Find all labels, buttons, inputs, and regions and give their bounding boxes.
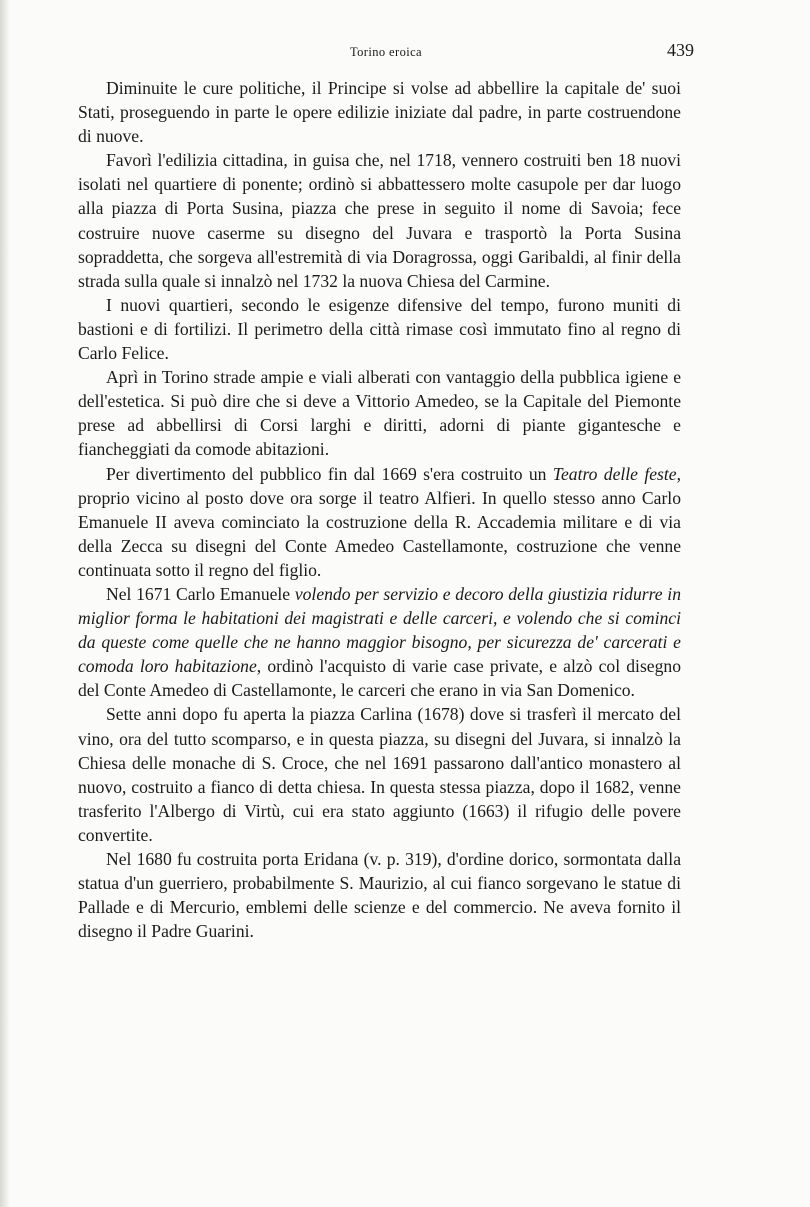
paragraph-2: Favorì l'edilizia cittadina, in guisa che, nel 1718, vennero costruiti ben 18 nuovi isolati nel quartiere di ponente; ordinò si abbattessero molte casupole per dar luogo alla piazza di Porta Susina, piazza che prese in seguito il nome di Savoia; fece costruire nuove caserme su disegno del Juvara e trasportò la Porta Susina sopraddetta, che sorgeva all'estremità di via Doragrossa, oggi Garibaldi, al finir della strada sulla quale si innalzò nel 1732 la nuova Chiesa del Carmine. bbox=[78, 150, 681, 291]
paragraph-7: Sette anni dopo fu aperta la piazza Carlina (1678) dove si trasferì il mercato del vino, ora del tutto scomparso, e in questa piazza, su disegni del Juvara, si innalzò la Chiesa delle monache di S. Croce, che nel 1691 passarono dall'antico monastero al nuovo, costruito a fianco di detta chiesa. In questa stessa piazza, dopo il 1682, venne trasferito l'Albergo di Virtù, cui era stato aggiunto (1663) il rifugio delle povere convertite. bbox=[78, 704, 681, 845]
paragraph-6-text-after: , ordinò l'acquisto di varie case private, e alzò col disegno del Conte Amedeo di Castellamonte, le carceri che erano in via San Domenico. bbox=[78, 656, 681, 701]
paragraph-8: Nel 1680 fu costruita porta Eridana (v. p. 319), d'ordine dorico, sormontata dalla statua d'un guerriero, probabilmente S. Maurizio, al cui fianco sorgevano le statue di Pallade e di Mercurio, emblemi delle scienze e del commercio. Ne aveva fornito il disegno il Padre Guarini. bbox=[78, 849, 681, 942]
body-text bbox=[78, 76, 681, 943]
page-number: 439 bbox=[667, 40, 694, 60]
paragraph-6-italic: volendo per servizio e decoro della giustizia ridurre in miglior forma le habitationi dei magistrati e delle carceri, e volendo che si cominci da queste come quelle che ne hanno maggior bisogno, per sicurezza de' carcerati e comoda loro habitazione bbox=[78, 583, 681, 677]
paragraph-3: I nuovi quartieri, secondo le esigenze difensive del tempo, furono muniti di bastioni e di fortilizi. Il perimetro della città rimase così immutato fino al regno di Carlo Felice. bbox=[78, 294, 681, 364]
paragraph-5-text-after: , proprio vicino al posto dove ora sorge il teatro Alfieri. In quello stesso anno Carlo Emanuele II aveva cominciato la costruzione della R. Accademia militare e di via della Zecca su disegni del Conte Amedeo Castellamonte, costruzione che venne continuata sotto il regno del figlio. bbox=[78, 463, 681, 580]
paragraph-5 bbox=[78, 462, 681, 582]
page-edge-shadow bbox=[0, 0, 10, 1207]
page-header bbox=[78, 40, 694, 64]
running-title: Torino eroica bbox=[349, 45, 422, 59]
paragraph-4: Aprì in Torino strade ampie e viali alberati con vantaggio della pubblica igiene e dell'estetica. Si può dire che si deve a Vittorio Amedeo, se la Capitale del Piemonte prese ad abbellirsi di Corsi larghi e diritti, adorni di piante gigantesche e fiancheggiati da comode abitazioni. bbox=[78, 367, 681, 460]
paragraph-6 bbox=[78, 582, 681, 702]
paragraph-1: Diminuite le cure politiche, il Principe si volse ad abbellire la capitale de' suoi Stati, proseguendo in parte le opere edilizie iniziate dal padre, in parte costruendone di nuove. bbox=[78, 78, 681, 147]
paragraph-5-italic: Teatro delle feste bbox=[552, 463, 677, 484]
paragraph-5-text-before: Per divertimento del pubblico fin dal 1669 s'era costruito un bbox=[106, 463, 553, 484]
paragraph-6-text-before: Nel 1671 Carlo Emanuele bbox=[106, 583, 295, 604]
